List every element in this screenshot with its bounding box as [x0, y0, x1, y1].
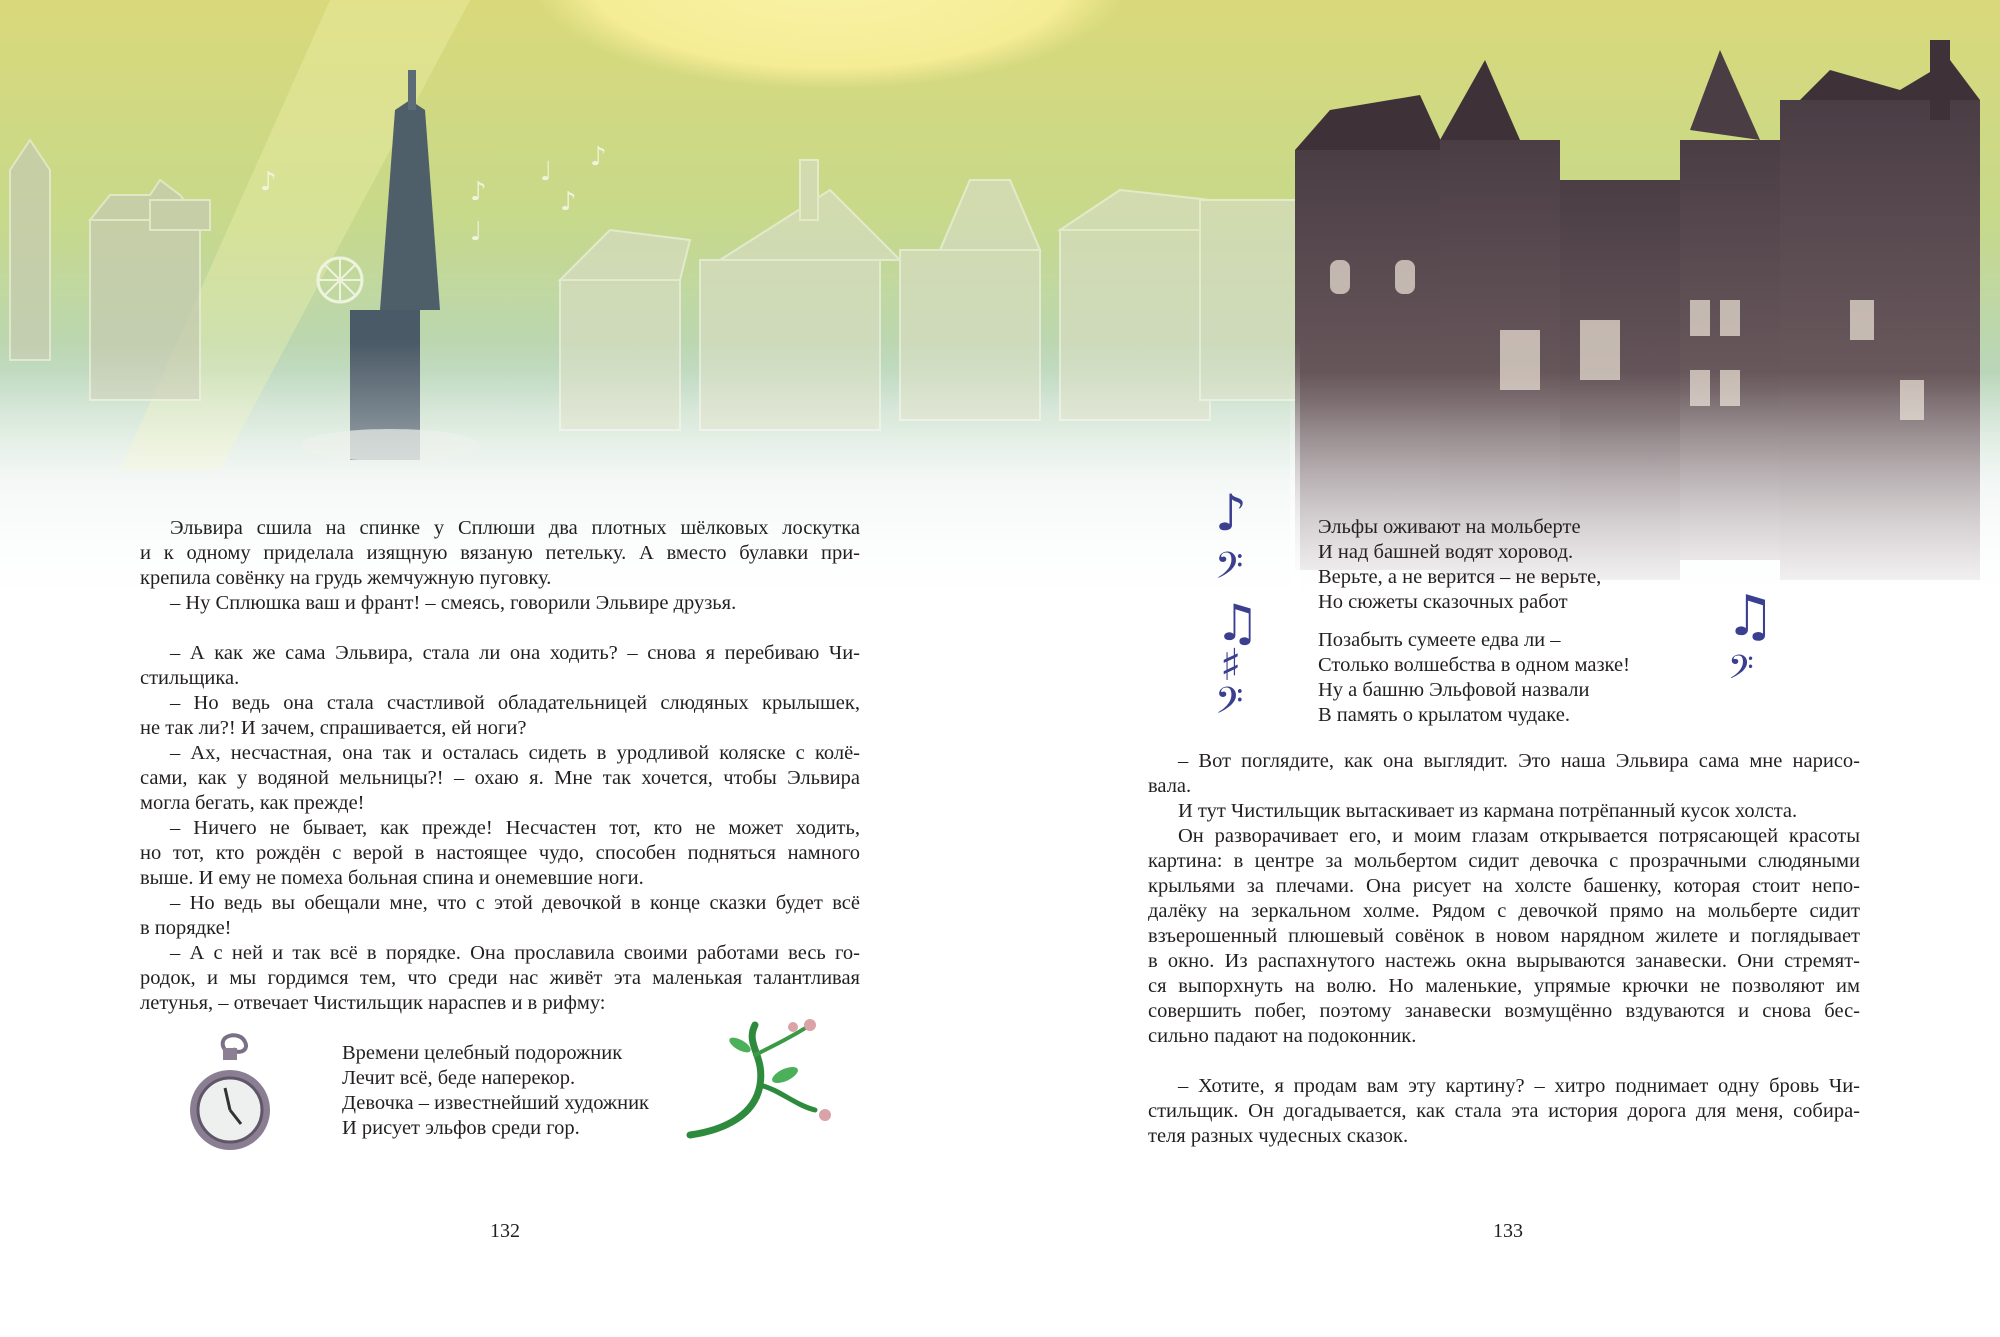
left-page-text [140, 516, 860, 1016]
plant-sprig-icon [685, 1015, 845, 1149]
text-line: – Ах, несчастная, она так и осталась сидеть в уродливой коляске с колё- [170, 742, 860, 764]
text-line: в порядке! [140, 917, 232, 939]
svg-text:♯: ♯ [1220, 640, 1242, 691]
left-poem [342, 1041, 649, 1141]
poem-line: Столько волшебства в одном мазке! [1318, 654, 1630, 676]
text-line: сами, как у водяной мельницы?! – охаю я. Мне так хочется, чтобы Эльвира [140, 767, 860, 789]
text-line: – А с ней и так всё в порядке. Она прославила своими работами весь го- [170, 942, 860, 964]
poem-line: Девочка – известнейший художник [342, 1092, 649, 1114]
text-line: – Хотите, я продам вам эту картину? – хитро поднимает одну бровь Чи- [1178, 1075, 1860, 1097]
text-line: но тот, кто рождён с верой в настоящее чудо, способен подняться намного [140, 842, 860, 864]
text-line: сильно падают на подоконник. [1148, 1025, 1417, 1047]
text-line: вала. [1148, 775, 1192, 797]
poem-line: Эльфы оживают на мольберте [1318, 516, 1581, 538]
text-line: крепила совёнку на грудь жемчужную пуговку. [140, 567, 552, 589]
text-line: ся выпорхнуть на волю. Но маленькие, упрямые крючки не позволяют им [1148, 975, 1860, 997]
text-line: И тут Чистильщик вытаскивает из кармана потрёпанный кусок холста. [1178, 800, 1798, 822]
text-line: – А как же сама Эльвира, стала ли она ходить? – снова я перебиваю Чи- [170, 642, 860, 664]
page-number: 132 [490, 1220, 520, 1242]
svg-text:♪: ♪ [1215, 484, 1247, 542]
text-line: – Ничего не бывает, как прежде! Несчастен тот, кто не может ходить, [170, 817, 860, 839]
poem-line: Верьте, а не верится – не верьте, [1318, 566, 1602, 588]
text-line: родок, и мы гордимся тем, что среди нас живёт эта маленькая талантливая [140, 967, 860, 989]
right-page-text [1148, 749, 1860, 1149]
text-line: картина: в центре за мольбертом сидит девочка с прозрачными слюдяными [1148, 850, 1860, 872]
text-line: могла бегать, как прежде! [140, 792, 365, 814]
svg-text:𝄢: 𝄢 [1215, 680, 1244, 725]
poem-line: Лечит всё, беде наперекор. [342, 1067, 576, 1089]
poem-line: Но сюжеты сказочных работ [1318, 591, 1568, 613]
page-number: 133 [1493, 1220, 1523, 1242]
right-poem [1318, 515, 1630, 728]
poem-line: В память о крылатом чудаке. [1318, 704, 1570, 726]
text-line: летунья, – отвечает Чистильщик нараспев и в рифму: [140, 992, 606, 1014]
text-line: – Вот поглядите, как она выглядит. Это наша Эльвира сама мне нарисо- [1178, 750, 1860, 772]
poem-line: И рисует эльфов среди гор. [342, 1117, 580, 1139]
text-line: – Но ведь она стала счастливой обладательницей слюдяных крылышек, [170, 692, 860, 714]
svg-text:𝄢: 𝄢 [1215, 545, 1244, 596]
pocket-watch-icon [185, 1030, 280, 1169]
text-line: Он разворачивает его, и моим глазам открывается потрясающей красоты [1178, 825, 1860, 847]
music-notes-icon [1720, 575, 1780, 699]
text-line: стильщик. Он догадывается, как стала эта история дорога для меня, собира- [1148, 1100, 1860, 1122]
poem-line: Ну а башню Эльфовой назвали [1318, 679, 1590, 701]
text-line: выше. И ему не помеха больная спина и онемевшие ноги. [140, 867, 644, 889]
svg-text:♫: ♫ [1215, 594, 1260, 652]
text-line: и к одному приделала изящную вязаную петельку. А вместо булавки при- [140, 542, 860, 564]
text-line: в окно. Из распахнутого настежь окна вырываются занавески. Они стремят- [1148, 950, 1860, 972]
text-line: – Но ведь вы обещали мне, что с этой девочкой в конце сказки будет всё [170, 892, 860, 914]
poem-line: И над башней водят хоровод. [1318, 541, 1574, 563]
music-notes-icon [1210, 475, 1270, 729]
text-line: далёку на зеркальном холме. Рядом с девочкой прямо на мольберте сидит [1148, 900, 1860, 922]
text-line: крыльями за плечами. Она рисует на холсте башенку, которая стоит непо- [1148, 875, 1860, 897]
text-line: стильщика. [140, 667, 240, 689]
svg-text:♫: ♫ [1725, 584, 1776, 649]
text-line: не так ли?! И зачем, спрашивается, ей ноги? [140, 717, 527, 739]
text-line: – Ну Сплюшка ваш и франт! – смеясь, говорили Эльвире друзья. [170, 592, 737, 614]
text-line: теля разных чудесных сказок. [1148, 1125, 1409, 1147]
svg-text:𝄢: 𝄢 [1728, 649, 1754, 695]
text-line: взъерошенный плюшевый совёнок в новом нарядном жилете и поглядывает [1148, 925, 1860, 947]
text-line: Эльвира сшила на спинке у Сплюши два плотных шёлковых лоскутка [170, 517, 860, 539]
poem-line: Времени целебный подорожник [342, 1042, 623, 1064]
poem-line: Позабыть сумеете едва ли – [1318, 629, 1561, 651]
text-line: совершить побег, поэтому занавески возмущённо вздуваются и снова бес- [1148, 1000, 1860, 1022]
